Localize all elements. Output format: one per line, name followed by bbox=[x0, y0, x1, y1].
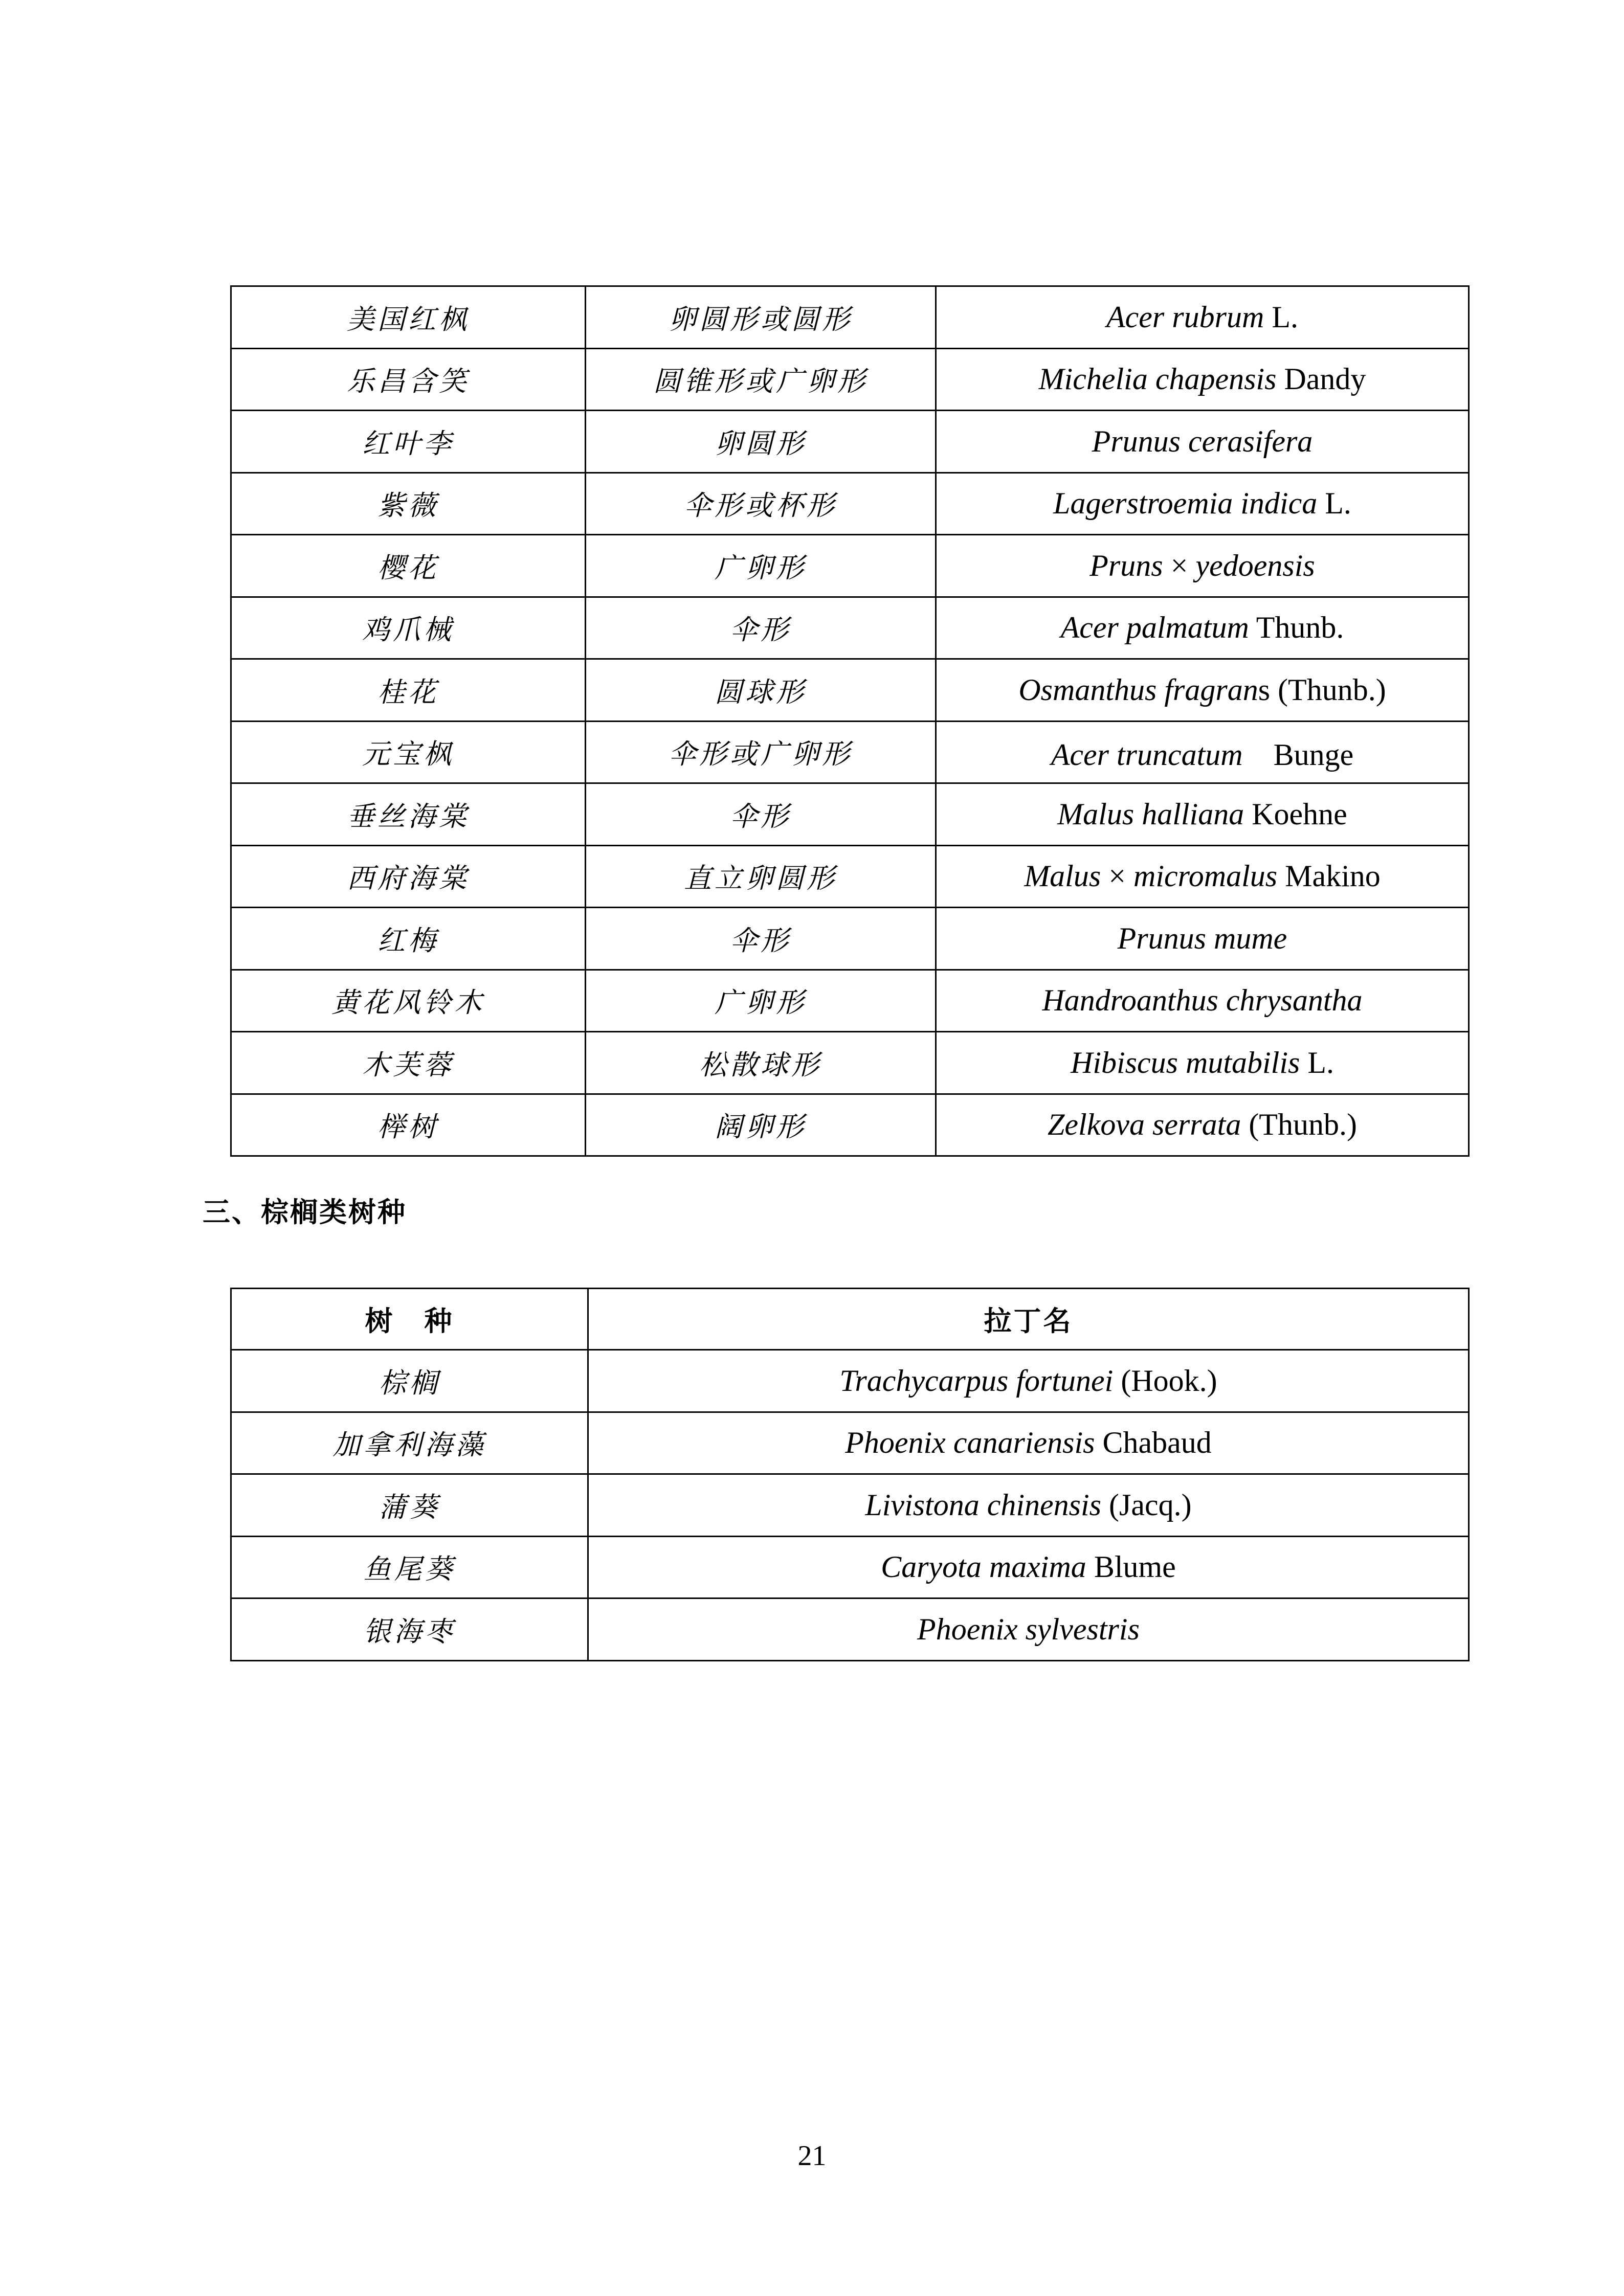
tree-shape-latin-table-body bbox=[231, 286, 1469, 1156]
latin-name-cell bbox=[936, 535, 1469, 597]
species-cn-cell: 红梅 bbox=[231, 908, 586, 970]
latin-name-cell bbox=[936, 411, 1469, 473]
latin-name-cell bbox=[936, 1094, 1469, 1156]
crown-shape-cell: 卵圆形 bbox=[586, 411, 936, 473]
species-cn-cell: 榉树 bbox=[231, 1094, 586, 1156]
table-row bbox=[231, 908, 1469, 970]
latin-regular-segment: Bunge bbox=[1242, 737, 1354, 772]
latin-name-cell bbox=[936, 908, 1469, 970]
page-number: 21 bbox=[797, 2140, 827, 2172]
species-cn-cell: 乐昌含笑 bbox=[231, 348, 586, 411]
palm-species-table-body bbox=[231, 1289, 1469, 1661]
latin-italic-segment: Phoenix canariensis bbox=[845, 1426, 1095, 1460]
latin-regular-segment: (Thunb.) bbox=[1241, 1108, 1357, 1142]
crown-shape-cell: 圆球形 bbox=[586, 659, 936, 722]
species-cn-cell: 西府海棠 bbox=[231, 845, 586, 908]
latin-regular-segment: (Hook.) bbox=[1113, 1363, 1217, 1398]
tree-shape-latin-table bbox=[230, 285, 1470, 1157]
latin-italic-segment: Caryota maxima bbox=[881, 1550, 1086, 1584]
latin-name-cell bbox=[936, 472, 1469, 535]
latin-name-cell bbox=[936, 659, 1469, 722]
latin-italic-segment: Livistona chinensis bbox=[865, 1488, 1102, 1522]
latin-regular-segment: s (Thunb.) bbox=[1258, 672, 1386, 707]
table-row bbox=[231, 597, 1469, 659]
table-row bbox=[231, 1474, 1469, 1537]
section-heading-palm-species: 三、棕榈类树种 bbox=[203, 1197, 407, 1228]
latin-regular-segment: Makino bbox=[1277, 859, 1381, 893]
crown-shape-cell: 直立卵圆形 bbox=[586, 845, 936, 908]
latin-regular-segment: Dandy bbox=[1276, 362, 1366, 396]
table-row bbox=[231, 970, 1469, 1032]
table-row bbox=[231, 1536, 1469, 1599]
latin-name-cell bbox=[936, 348, 1469, 411]
palm-table-header-latin: 拉丁名 bbox=[588, 1289, 1469, 1350]
crown-shape-cell: 伞形 bbox=[586, 783, 936, 846]
table-row bbox=[231, 1094, 1469, 1156]
latin-regular-segment: L. bbox=[1264, 300, 1298, 334]
species-cn-cell: 蒲葵 bbox=[231, 1474, 588, 1537]
species-cn-cell: 鸡爪械 bbox=[231, 597, 586, 659]
latin-italic-segment: Osmanthus fragran bbox=[1018, 672, 1258, 707]
species-cn-cell: 加拿利海藻 bbox=[231, 1412, 588, 1474]
table-row bbox=[231, 472, 1469, 535]
species-cn-cell: 鱼尾葵 bbox=[231, 1536, 588, 1599]
species-cn-cell: 银海枣 bbox=[231, 1599, 588, 1661]
species-cn-cell: 桂花 bbox=[231, 659, 586, 722]
latin-italic-segment: Malus bbox=[1024, 859, 1101, 893]
latin-name-cell bbox=[588, 1536, 1469, 1599]
crown-shape-cell: 卵圆形或圆形 bbox=[586, 286, 936, 349]
latin-regular-segment: Koehne bbox=[1244, 797, 1347, 831]
species-cn-cell: 木芙蓉 bbox=[231, 1032, 586, 1094]
species-cn-cell: 紫薇 bbox=[231, 472, 586, 535]
latin-name-cell bbox=[588, 1599, 1469, 1661]
latin-italic-segment: Pruns bbox=[1089, 548, 1163, 582]
table-row bbox=[231, 845, 1469, 908]
species-cn-cell: 元宝枫 bbox=[231, 721, 586, 783]
latin-regular-segment: Blume bbox=[1086, 1550, 1176, 1584]
latin-name-cell bbox=[588, 1412, 1469, 1474]
latin-italic-segment: Handroanthus chrysantha bbox=[1042, 983, 1363, 1018]
species-cn-cell: 美国红枫 bbox=[231, 286, 586, 349]
latin-regular-segment: Chabaud bbox=[1095, 1426, 1212, 1460]
latin-regular-segment: (Jacq.) bbox=[1101, 1488, 1192, 1522]
latin-italic-segment: Lagerstroemia indica bbox=[1053, 486, 1318, 521]
latin-name-cell bbox=[936, 721, 1469, 783]
crown-shape-cell: 广卵形 bbox=[586, 535, 936, 597]
latin-name-cell bbox=[936, 783, 1469, 846]
latin-italic-segment: Hibiscus mutabilis bbox=[1070, 1045, 1300, 1079]
crown-shape-cell: 圆锥形或广卵形 bbox=[586, 348, 936, 411]
latin-name-cell bbox=[936, 286, 1469, 349]
table-row bbox=[231, 659, 1469, 722]
crown-shape-cell: 伞形或杯形 bbox=[586, 472, 936, 535]
table-row bbox=[231, 286, 1469, 349]
crown-shape-cell: 阔卵形 bbox=[586, 1094, 936, 1156]
palm-table-header-row bbox=[231, 1289, 1469, 1350]
table-row bbox=[231, 783, 1469, 846]
species-cn-cell: 樱花 bbox=[231, 535, 586, 597]
latin-italic-segment: Trachycarpus fortunei bbox=[839, 1363, 1114, 1398]
latin-regular-segment: L. bbox=[1300, 1045, 1334, 1079]
table-row bbox=[231, 1032, 1469, 1094]
palm-table-header-species: 树 种 bbox=[231, 1289, 588, 1350]
table-row bbox=[231, 411, 1469, 473]
table-row bbox=[231, 535, 1469, 597]
latin-italic-segment: Malus halliana bbox=[1057, 797, 1244, 831]
latin-italic-segment: Michelia chapensis bbox=[1038, 362, 1277, 396]
latin-name-cell bbox=[588, 1350, 1469, 1412]
latin-italic-segment: Acer palmatum bbox=[1060, 611, 1249, 645]
latin-regular-segment: × bbox=[1101, 859, 1134, 893]
table-row bbox=[231, 1350, 1469, 1412]
latin-name-cell bbox=[936, 597, 1469, 659]
latin-name-cell bbox=[936, 1032, 1469, 1094]
latin-italic-segment: Acer truncatum bbox=[1051, 737, 1243, 772]
table-row bbox=[231, 348, 1469, 411]
latin-name-cell bbox=[588, 1474, 1469, 1537]
latin-name-cell bbox=[936, 845, 1469, 908]
crown-shape-cell: 松散球形 bbox=[586, 1032, 936, 1094]
crown-shape-cell: 伞形 bbox=[586, 908, 936, 970]
latin-regular-segment: Thunb. bbox=[1249, 611, 1344, 645]
latin-regular-segment: × bbox=[1163, 548, 1196, 582]
latin-italic-segment: Prunus mume bbox=[1117, 921, 1287, 955]
latin-italic-segment: Phoenix sylvestris bbox=[917, 1612, 1140, 1646]
latin-regular-segment: L. bbox=[1317, 486, 1351, 521]
table-row bbox=[231, 1599, 1469, 1661]
species-cn-cell: 红叶李 bbox=[231, 411, 586, 473]
table-row bbox=[231, 721, 1469, 783]
latin-italic-segment: Acer rubrum bbox=[1106, 300, 1264, 334]
species-cn-cell: 黄花风铃木 bbox=[231, 970, 586, 1032]
latin-italic-segment: micromalus bbox=[1133, 859, 1278, 893]
latin-italic-segment: Zelkova serrata bbox=[1048, 1108, 1241, 1142]
species-cn-cell: 棕榈 bbox=[231, 1350, 588, 1412]
latin-italic-segment: Prunus cerasifera bbox=[1092, 424, 1313, 458]
crown-shape-cell: 伞形 bbox=[586, 597, 936, 659]
palm-species-table bbox=[230, 1288, 1470, 1661]
crown-shape-cell: 广卵形 bbox=[586, 970, 936, 1032]
species-cn-cell: 垂丝海棠 bbox=[231, 783, 586, 846]
latin-name-cell bbox=[936, 970, 1469, 1032]
table-row bbox=[231, 1412, 1469, 1474]
latin-italic-segment: yedoensis bbox=[1195, 548, 1315, 582]
crown-shape-cell: 伞形或广卵形 bbox=[586, 721, 936, 783]
